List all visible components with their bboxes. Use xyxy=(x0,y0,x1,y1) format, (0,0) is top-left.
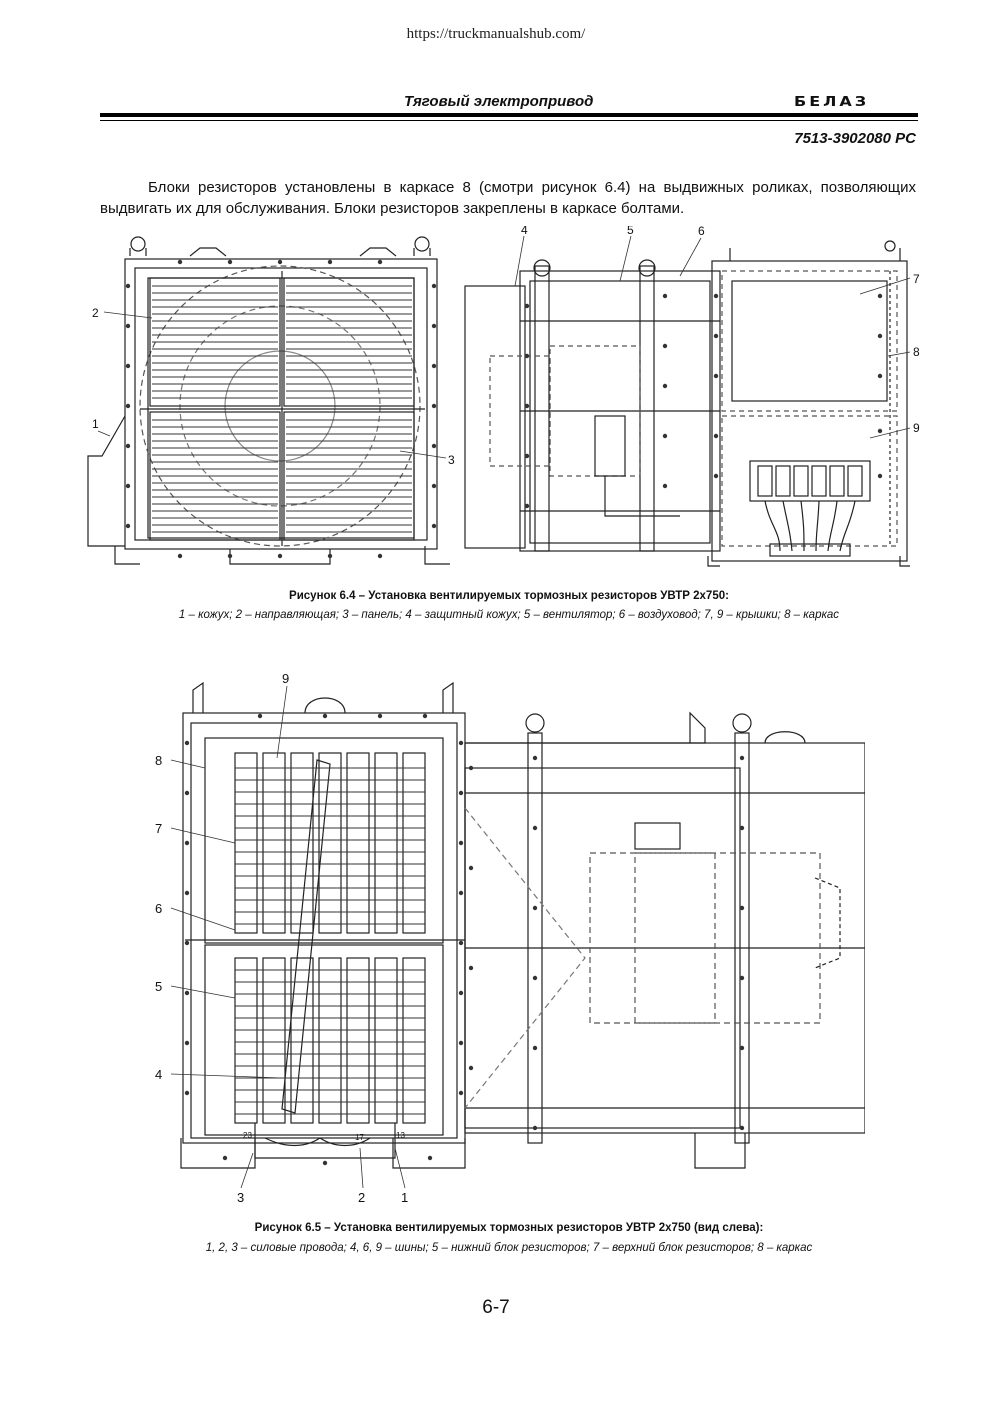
figure-6-4-drawing xyxy=(80,226,920,582)
callout-8: 8 xyxy=(913,345,920,359)
callout-4: 4 xyxy=(521,226,528,237)
callout-5: 5 xyxy=(155,979,163,994)
callout-7: 7 xyxy=(155,821,163,836)
body-paragraph: Блоки резисторов установлены в каркасе 8 (смотри рисунок 6.4) на выдвижных роликах, позволяющих выдвигать их для обслуживания. Блоки резисторов закреплены в каркасе болтами. xyxy=(100,179,916,217)
figure-6-5-legend: 1, 2, 3 – силовые провода; 4, 6, 9 – шины; 5 – нижний блок резисторов; 7 – верхний блок резисторов; 8 – каркас xyxy=(205,1242,813,1254)
protective-cover xyxy=(465,286,525,548)
callout-9: 9 xyxy=(913,421,920,435)
callout-2: 2 xyxy=(92,306,99,320)
figure-6-4-caption: Рисунок 6.4 – Установка вентилируемых тормозных резисторов УВТР 2х750: xyxy=(289,590,729,602)
frame-8 xyxy=(183,713,465,1143)
header-rule-thick xyxy=(100,113,918,117)
mark-23: 23 xyxy=(243,1131,252,1140)
page-number: 6-7 xyxy=(482,1297,510,1318)
callout-1: 1 xyxy=(92,417,99,431)
bus-bar xyxy=(282,760,330,1113)
mark-17: 17 xyxy=(355,1133,364,1142)
figure-6-4-legend: 1 – кожух; 2 – направляющая; 3 – панель; 4 – защитный кожух; 5 – вентилятор; 6 – воздуховод; 7, 9 – крышки; 8 – каркас xyxy=(178,609,840,621)
figure-6-5-caption: Рисунок 6.5 – Установка вентилируемых тормозных резисторов УВТР 2х750 (вид слева): xyxy=(254,1222,764,1234)
callout-7: 7 xyxy=(913,272,920,286)
callout-2: 2 xyxy=(358,1190,366,1205)
brand-logo: БЕЛАЗ xyxy=(794,93,870,110)
mark-13: 13 xyxy=(396,1131,405,1140)
callout-1: 1 xyxy=(401,1190,409,1205)
callout-5: 5 xyxy=(627,226,634,237)
callout-4: 4 xyxy=(155,1067,163,1082)
document-number: 7513-3902080 РС xyxy=(794,130,916,147)
header-title: Тяговый электропривод xyxy=(404,93,594,110)
figure-6-5-drawing xyxy=(145,668,865,1208)
callout-3: 3 xyxy=(448,453,455,467)
header-rule-thin xyxy=(100,120,918,121)
callout-9: 9 xyxy=(282,671,290,686)
callout-8: 8 xyxy=(155,753,163,768)
callout-6: 6 xyxy=(155,901,163,916)
callout-3: 3 xyxy=(237,1190,245,1205)
callout-6: 6 xyxy=(698,226,705,238)
source-url[interactable]: https://truckmanualshub.com/ xyxy=(406,26,586,42)
